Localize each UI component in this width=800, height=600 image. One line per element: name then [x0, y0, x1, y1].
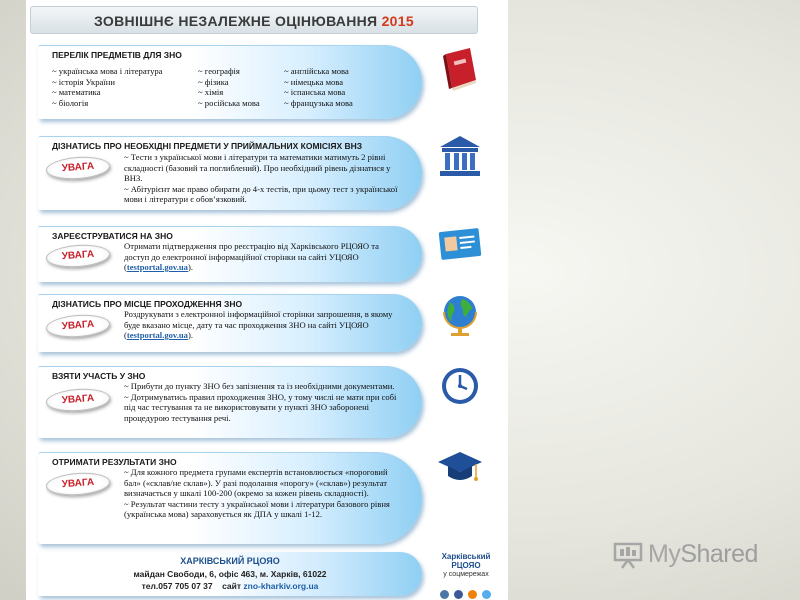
step-heading: ЗАРЕЄСТРУВАТИСЯ НА ЗНО: [52, 231, 173, 241]
zno-poster: [26, 0, 508, 600]
odnoklassniki-icon[interactable]: [468, 590, 477, 599]
watermark-text: [648, 540, 758, 569]
step-line: ~ Абітурієнт має право обирати до 4-х тестів, при цьому тест з української мови і літератури є обов’язковий.: [124, 183, 398, 204]
title-year: 2015: [381, 13, 414, 29]
step-heading: ДІЗНАТИСЬ ПРО МІСЦЕ ПРОХОДЖЕННЯ ЗНО: [52, 299, 243, 309]
footer-contacts-line: [38, 581, 422, 591]
footer-org: ХАРКІВСЬКИЙ РЦОЯО: [180, 556, 280, 566]
myshared-watermark: [612, 536, 772, 572]
watermark-my: My: [648, 540, 681, 568]
step-text: [124, 152, 400, 205]
subjects-heading: ПЕРЕЛІК ПРЕДМЕТІВ ДЛЯ ЗНО: [52, 50, 182, 60]
facebook-icon[interactable]: [454, 590, 463, 599]
step-text: [124, 241, 400, 273]
clock-icon: [436, 362, 484, 410]
step-line: ~ Тести з української мови і літератури та математики матимуть 2 рівні складності (базовий та поглиблений). Про необхідний рівень дізнатися у ВНЗ.: [124, 152, 391, 183]
step-text: [124, 467, 400, 520]
brand-line-2: РЦОЯО: [451, 561, 481, 570]
watermark-shared: Shared: [680, 540, 758, 568]
id-card-icon: [436, 220, 484, 268]
social-icons: [440, 586, 500, 596]
step-line: ~ Прибути до пункту ЗНО без запізнення та із необхідними документами.: [124, 381, 395, 391]
brand-line-3: у соцмережах: [443, 571, 489, 578]
subjects-panel: [38, 45, 422, 119]
footer-contacts: [38, 552, 422, 596]
subject-item: ~ французька мова: [284, 97, 353, 108]
title-main: ЗОВНІШНЄ НЕЗАЛЕЖНЕ ОЦІНЮВАННЯ: [94, 13, 378, 29]
brand-line-1: Харківський: [441, 552, 491, 561]
step-participate-panel: [38, 366, 422, 438]
vk-icon[interactable]: [440, 590, 449, 599]
globe-icon: [436, 290, 484, 338]
subject-item: ~ іспанська мова: [284, 87, 346, 97]
uvaga-badge: УВАГА: [45, 471, 110, 497]
step-heading: ВЗЯТИ УЧАСТЬ У ЗНО: [52, 371, 146, 381]
step-results-panel: [38, 452, 422, 544]
step-line: ~ Для кожного предмета групами експертів встановлюється «пороговий бал» («склав/не склав»). У разі подолання «порогу» («склав») результат визначається у шкалі 100-200 (окремо за кожен рівень складності).: [124, 467, 388, 498]
step-line: Отримати підтвердження про реєстрацію від Харківського РЦОЯО та доступ до електронної інформаційної сторінки на сайті УЦОЯО (: [124, 241, 379, 272]
subject-item: ~ російська мова: [198, 97, 260, 108]
myshared-logo-icon: [612, 538, 644, 570]
step-line-end: ).: [187, 330, 193, 340]
step-register-panel: [38, 226, 422, 282]
subject-item: ~ географія: [198, 66, 240, 76]
footer-address: майдан Свободи, 6, офіс 463, м. Харків, 61022: [133, 569, 327, 579]
subject-item: ~ англійська мова: [284, 66, 349, 76]
building-columns-icon: [436, 132, 484, 180]
step-requirements-panel: [38, 136, 422, 210]
uvaga-badge: УВАГА: [45, 155, 110, 181]
step-text: [124, 381, 400, 423]
step-line-end: ).: [187, 262, 193, 272]
footer-site-link[interactable]: zno-kharkiv.org.ua: [243, 581, 319, 591]
step-line: ~ Дотримуватись правил проходження ЗНО, у тому числі не мати при собі під час тестування та не використовувати у пункті ЗНО заборонені процедурою тестування речі.: [124, 391, 397, 423]
subjects-column-3: [284, 66, 353, 108]
subject-item: ~ німецька мова: [284, 76, 344, 87]
step-heading: ОТРИМАТИ РЕЗУЛЬТАТИ ЗНО: [52, 457, 177, 467]
step-text: [124, 309, 400, 341]
twitter-icon[interactable]: [482, 590, 491, 599]
subject-item: ~ фізика: [198, 76, 229, 87]
subjects-column-1: [52, 66, 162, 108]
subject-item: ~ хімія: [198, 87, 224, 97]
graduation-cap-icon: [436, 444, 484, 492]
subjects-column-2: [198, 66, 260, 108]
step-line: Роздрукувати з електронної інформаційної сторінки запрошення, в якому буде вказано місце, дату та час проходження ЗНО на сайті УЦОЯО (: [124, 309, 393, 340]
subject-item: ~ історія України: [52, 76, 115, 87]
subject-item: ~ математика: [52, 87, 101, 97]
subject-item: ~ біологія: [52, 97, 89, 108]
testportal-link[interactable]: testportal.gov.ua: [126, 330, 188, 340]
step-location-panel: [38, 294, 422, 352]
subject-item: ~ українська мова і література: [52, 66, 163, 76]
step-heading: ДІЗНАТИСЬ ПРО НЕОБХІДНІ ПРЕДМЕТИ У ПРИЙМАЛЬНИХ КОМІСІЯХ ВНЗ: [52, 141, 363, 151]
book-icon: [436, 44, 484, 92]
testportal-link[interactable]: testportal.gov.ua: [126, 262, 188, 272]
uvaga-badge: УВАГА: [45, 243, 110, 269]
page-title: [30, 6, 478, 34]
footer-phone: тел.057 705 07 37: [141, 581, 213, 591]
footer-site-label: сайт: [222, 581, 242, 591]
uvaga-badge: УВАГА: [45, 387, 110, 413]
social-brand: [434, 552, 498, 579]
uvaga-badge: УВАГА: [45, 313, 110, 339]
step-line: ~ Результат частини тесту з української мови і літератури базового рівня (українська мова) зараховується як ДПА у шкалі 1-12.: [124, 498, 390, 519]
